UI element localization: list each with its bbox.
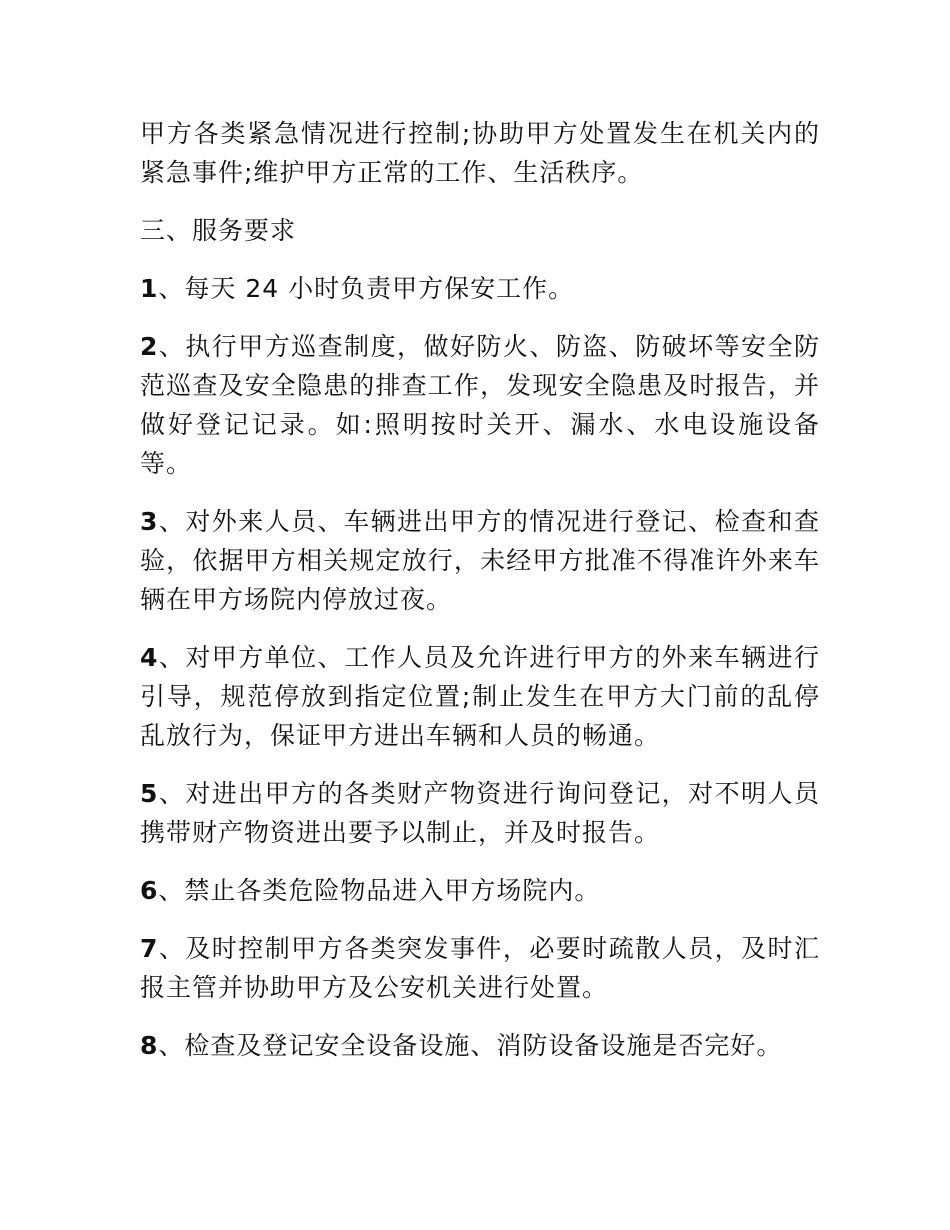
paragraph-text: 甲方各类紧急情况进行控制;协助甲方处置发生在机关内的紧急事件;维护甲方正常的工作、生活秩序。 <box>140 119 820 187</box>
item-number: 7 <box>140 934 159 963</box>
item-text: 、对进出甲方的各类财产物资进行询问登记，对不明人员携带财产物资进出要予以制止，并及时报告。 <box>140 779 820 847</box>
item-number: 5 <box>140 779 159 808</box>
item-text: 、对外来人员、车辆进出甲方的情况进行登记、检查和查验，依据甲方相关规定放行，未经甲方批准不得准许外来车辆在甲方场院内停放过夜。 <box>140 507 820 614</box>
list-item <box>140 269 820 308</box>
section-heading-text: 三、服务要求 <box>140 216 297 245</box>
list-item <box>140 1026 820 1065</box>
list-item <box>140 929 820 1007</box>
item-number: 1 <box>140 274 159 303</box>
document-page <box>140 114 820 1084</box>
paragraph-continuation <box>140 114 820 192</box>
section-heading <box>140 211 820 250</box>
item-number: 6 <box>140 876 159 905</box>
item-text: 、禁止各类危险物品进入甲方场院内。 <box>158 876 601 905</box>
item-text: 、每天 24 小时负责甲方保安工作。 <box>158 274 575 303</box>
item-number: 3 <box>140 507 159 536</box>
item-text: 、检查及登记安全设备设施、消防设备设施是否完好。 <box>158 1031 783 1060</box>
item-text: 、执行甲方巡查制度，做好防火、防盗、防破坏等安全防范巡查及安全隐患的排查工作，发现安全隐患及时报告，并做好登记记录。如:照明按时关开、漏水、水电设施设备等。 <box>140 332 820 478</box>
item-number: 4 <box>140 643 159 672</box>
item-text: 、及时控制甲方各类突发事件，必要时疏散人员，及时汇报主管并协助甲方及公安机关进行处置。 <box>140 934 820 1002</box>
list-item <box>140 638 820 755</box>
list-item <box>140 871 820 910</box>
list-item <box>140 327 820 483</box>
item-number: 2 <box>140 332 159 361</box>
item-text: 、对甲方单位、工作人员及允许进行甲方的外来车辆进行引导，规范停放到指定位置;制止发生在甲方大门前的乱停乱放行为，保证甲方进出车辆和人员的畅通。 <box>140 643 820 750</box>
item-number: 8 <box>140 1031 159 1060</box>
list-item <box>140 502 820 619</box>
list-item <box>140 774 820 852</box>
